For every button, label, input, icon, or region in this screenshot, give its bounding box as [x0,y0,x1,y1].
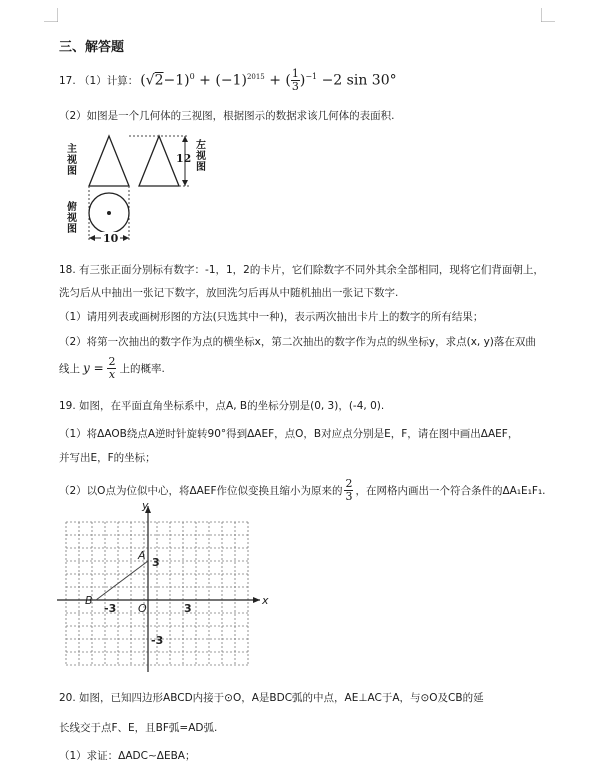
hyperbola-formula: y = $\frac{2}{x}$ [83,355,116,381]
front-view-triangle [89,136,129,186]
crop-mark-top-left [44,8,58,22]
q17-line1-prefix: 17. （1）计算： [59,75,139,87]
q20-line1: 20. 如图，已知四边形ABCD内接于⊙O，A是BDC弧的中点，AE⊥AC于A，与⊙O及CB的延 [59,692,484,704]
section-title: 三、解答题 [59,40,125,55]
width-value: 10 [103,232,119,245]
height-value: 12 [176,152,192,165]
side-view-triangle [139,136,179,186]
q20-line3: （1）求证：ΔADC∼ΔEBA； [59,750,196,762]
y-axis-label: y [142,500,149,512]
top-view-label: 俯视图 [67,202,77,235]
tick-label-y-neg3: -3 [151,634,164,647]
q18-line5 [59,356,165,381]
point-b-label: B [85,594,93,607]
x-axis-arrow [253,597,260,603]
coordinate-grid [55,500,270,675]
three-view-figure [59,128,219,250]
q17-expression: $(√2-1)^0 + (-1)^{2015}$ + ( $\frac{1}{3}$ )$^{-1}$ −2 sin 30° [140,67,397,93]
q17-line2: （2）如图是一个几何体的三视图，根据图示的数据求该几何体的表面积. [59,110,395,122]
tick-label-x-3: 3 [184,602,192,615]
q18-line2: 洗匀后从中抽出一张记下数字，放回洗匀后再从中随机抽出一张记下数字. [59,287,399,299]
q18-line5-suffix: 上的概率. [119,363,165,375]
front-view-label: 主视图 [67,144,77,177]
q20-line2: 长线交于点F、E，且BF弧=AD弧. [59,722,218,734]
tick-label-x-neg3: -3 [104,602,117,615]
tick-label-y-3: 3 [152,556,160,569]
q18-line4: （2）将第一次抽出的数字作为点的横坐标x，第二次抽出的数字作为点的纵坐标y，求点(x, y)落在双曲 [59,336,536,348]
crop-mark-top-right [541,8,555,22]
origin-label: O [138,602,147,615]
q18-line1: 18. 有三张正面分别标有数字：-1，1，2的卡片，它们除数字不同外其余全部相同，现将它们背面朝上， [59,264,544,276]
point-a-label: A [138,549,146,562]
side-view-label: 左视图 [196,140,206,173]
q17-line1 [59,68,397,93]
q19-line3: 并写出E，F的坐标； [59,452,156,464]
q18-line3: （1）请用列表或画树形图的方法(只选其中一种)，表示两次抽出卡片上的数字的所有结果； [59,311,484,323]
q19-line1: 19. 如图，在平面直角坐标系中，点A, B的坐标分别是(0, 3)，(-4, 0). [59,400,385,412]
scale-fraction: $\frac{2}{3}$ [345,477,353,503]
q18-line5-prefix: 线上 [59,363,80,375]
x-axis-label: x [262,594,269,607]
q19-line2: （1）将ΔAOB绕点A逆时针旋转90°得到ΔAEF，点O，B对应点分别是E，F，请在图中画出ΔAEF， [59,428,519,440]
q19-line4-suffix: ，在网格内画出一个符合条件的ΔA₁E₁F₁. [355,485,546,497]
q19-line4-prefix: （2）以O点为位似中心，将ΔAEF作位似变换且缩小为原来的 [59,485,343,497]
segment-ab [96,561,148,600]
